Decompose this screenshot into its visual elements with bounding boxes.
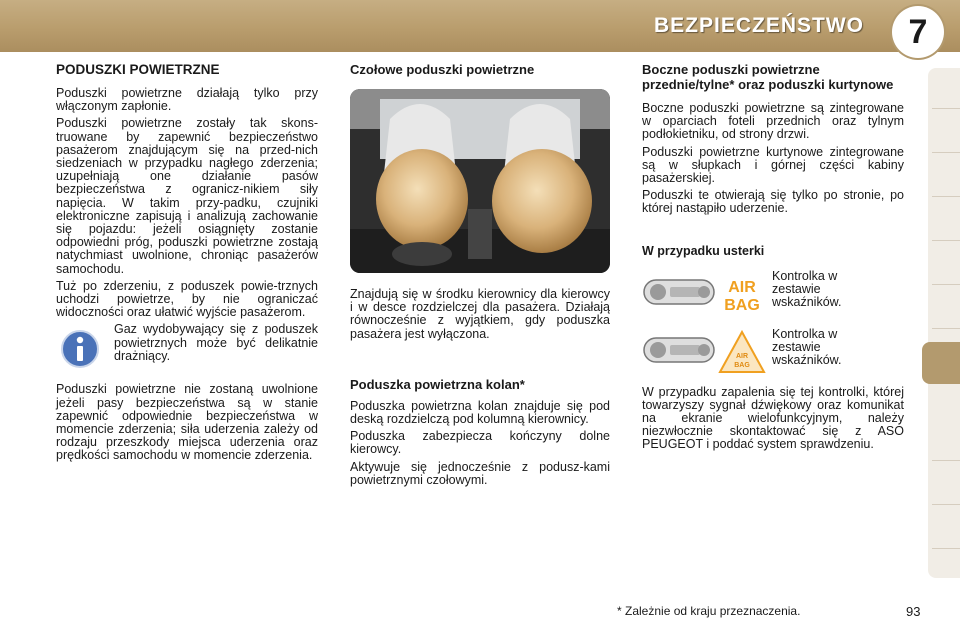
airbag-photo [350, 89, 610, 273]
paragraph: Poduszki te otwierają się tylko po stronie, po której nastąpiło uderzenie. [642, 188, 904, 216]
chapter-tabs [928, 68, 960, 578]
footnote: * Zależnie od kraju przeznaczenia. [617, 604, 801, 618]
warn1-label-a: AIR [728, 278, 756, 296]
paragraph: Tuż po zderzeniu, z poduszek powie-trznych uchodzi powietrze, by nie ograniczać widoczności oraz ułatwić wyjście pasażerom. [56, 278, 318, 320]
paragraph: Poduszka powietrzna kolan znajduje się pod deską rozdzielczą pod kolumną kierownicy. [350, 398, 610, 427]
section-title: Czołowe poduszki powietrzne [350, 62, 535, 77]
subheading: W przypadku usterki [642, 243, 765, 258]
paragraph: Poduszki powietrzne działają tylko przy włączonym zapłonie. [56, 86, 318, 114]
section-title: Poduszka powietrzna kolan* [350, 376, 525, 392]
info-note [56, 323, 318, 369]
paragraph: Poduszki powietrzne zostały tak skons-truowane by zapewnić bezpieczeństwo pasażerom znajdującym się na przed-nich siedzeniach w przypadku nagłego zderzenia; uzupełniają one działanie pasów bezpieczeństwa z ogranicz-nikiem siły napięcia. W takim przy-padku, czujniki elektroniczne zapisują i analizują zachowanie się pojazdu: jeżeli osiągnięty zostanie odpowiedni próg, poduszki powietrzne zostają natychmiast uwolnione, chroniąc pasażerów samochodu. [56, 116, 318, 276]
warn2-label-a: AIR [735, 352, 749, 360]
column-airbags-general [56, 62, 318, 467]
warning-text: Kontrolka w zestawie wskaźników. [772, 326, 842, 368]
paragraph: Aktywuje się jednocześnie z podusz-kami powietrznymi czołowymi. [350, 459, 610, 487]
airbag-warning-lamp-icon [642, 270, 766, 318]
info-text: Gaz wydobywający się z poduszek powietrznych może być delikatnie drażniący. [114, 322, 318, 363]
warn1-label-b: BAG [724, 296, 760, 314]
paragraph: Znajdują się w środku kierownicy dla kierowcy i w desce rozdzielczej dla pasażera. Działają równocześnie z wyjątkiem, gdy poduszka pasażera jest wyłączona. [350, 287, 610, 341]
column-side-airbags [642, 62, 904, 456]
section-title: Boczne poduszki powietrzne przednie/tylne* oraz poduszki kurtynowe [642, 62, 894, 92]
chapter-header [0, 0, 960, 52]
chapter-number: 7 [908, 13, 928, 51]
paragraph: Poduszka zabezpiecza kończyny dolne kierowcy. [350, 429, 610, 457]
column-front-airbags [350, 62, 610, 491]
chapter-title: BEZPIECZEŃSTWO [653, 14, 864, 37]
page-number: 93 [906, 604, 921, 619]
airbag-warning-triangle-icon [642, 328, 766, 376]
warning-text: Kontrolka w zestawie wskaźników. [772, 268, 842, 310]
paragraph: Poduszki powietrzne kurtynowe zintegrowane są w słupkach i górnej części kabiny pasażerskiej. [642, 144, 904, 186]
warn2-label-b: BAG [734, 361, 750, 369]
warning-lamp-row [642, 328, 904, 376]
active-chapter-tab [922, 342, 960, 384]
paragraph: Boczne poduszki powietrzne są zintegrowane w oparciach foteli przednich oraz tylnym podłokietniku, od strony drzwi. [642, 101, 904, 142]
paragraph: Poduszki powietrzne nie zostaną uwolnione jeżeli pasy bezpieczeństwa są w stanie zapewnić odpowiednie bezpieczeństwa w momencie zderzenia; siła uderzenia zależy od rodzaju przeszkody miejsca uderzenia oraz prędkości samochodu w momencie zderzenia. [56, 382, 318, 463]
info-icon [60, 329, 100, 369]
chapter-badge [892, 6, 944, 58]
paragraph: W przypadku zapalenia się tej kontrolki, której towarzyszy sygnał dźwiękowy oraz komunikat na ekranie wielofunkcyjnym, należy niezwłocznie skontaktować się z ASO PEUGEOT i poddać system sprawdzeniu. [642, 384, 904, 452]
warning-lamp-row [642, 270, 904, 318]
section-title: PODUSZKI POWIETRZNE [56, 62, 220, 77]
